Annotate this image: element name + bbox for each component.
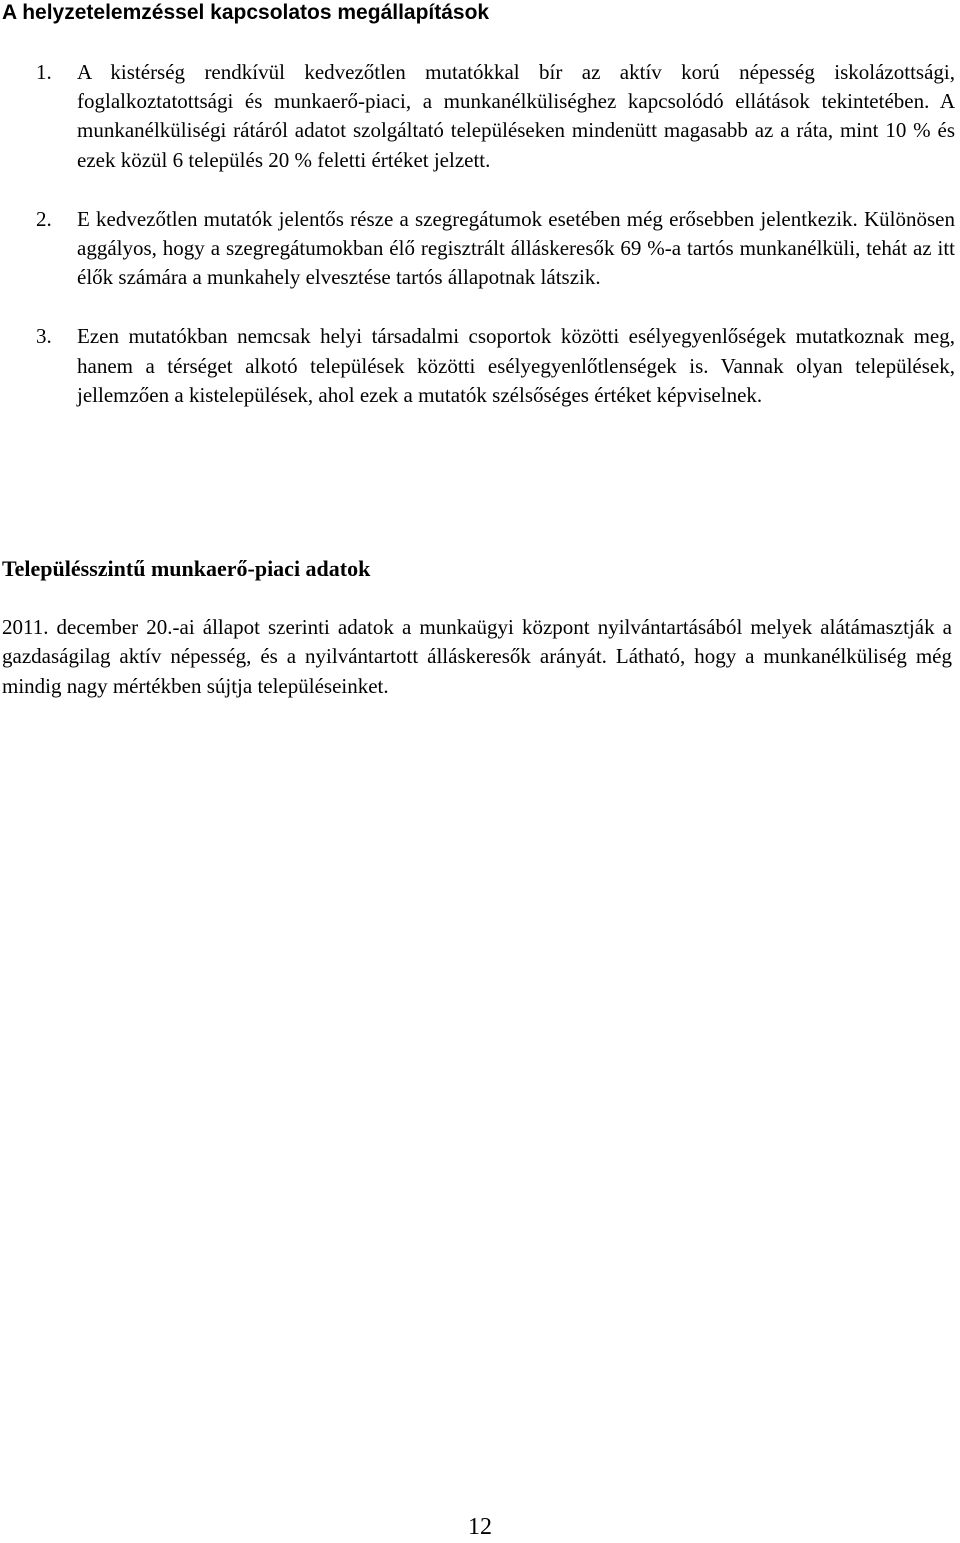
page-heading: A helyzetelemzéssel kapcsolatos megállapítások xyxy=(2,1,490,24)
finding-text: Ezen mutatókban nemcsak helyi társadalmi csoportok közötti esélyegyenlőségek mutatkoznak meg, hanem a térséget alkotó települések közötti esélyegyenlőtlenségek is. Vannak olyan települések, jellemzően a kistelepülések, ahol ezek a mutatók szélsőséges értéket képviselnek. xyxy=(77,324,955,407)
findings-list xyxy=(36,58,955,440)
finding-number: 2. xyxy=(36,206,52,231)
finding-number: 1. xyxy=(36,60,52,84)
finding-item-1 xyxy=(36,58,955,175)
finding-text: E kedvezőtlen mutatók jelentős része a szegregátumok esetében még erősebben jelentkezik. Különösen aggályos, hogy a szegregátumokban élő regisztrált álláskeresők 69 %-a tartós munkanélküli, tehát az itt élők számára a munkahely elvesztése tartós állapotnak látszik. xyxy=(77,206,955,290)
finding-item-2 xyxy=(36,205,955,293)
section-title: Településszintű munkaerő-piaci adatok xyxy=(2,556,371,581)
body-paragraph: 2011. december 20.-ai állapot szerinti adatok a munkaügyi központ nyilvántartásából melyek alátámasztják a gazdaságilag aktív népesség, és a nyilvántartott álláskeresők arányát. Látható, hogy a munkanélküliség még mindig nagy mértékben sújtja településeinket. xyxy=(2,615,952,698)
finding-number: 3. xyxy=(36,324,52,349)
finding-item-3 xyxy=(36,322,955,410)
page-number: 12 xyxy=(468,1514,492,1540)
finding-text: A kistérség rendkívül kedvezőtlen mutatókkal bír az aktív korú népesség iskolázottsági, foglalkoztatottsági és munkaerő-piaci, a munkanélküliséghez kapcsolódó ellátások tekintetében. A munkanélküliségi rátáról adatot szolgáltató településeken mindenütt magasabb az a ráta, mint 10 % és ezek közül 6 település 20 % feletti értéket jelzett. xyxy=(77,60,955,172)
